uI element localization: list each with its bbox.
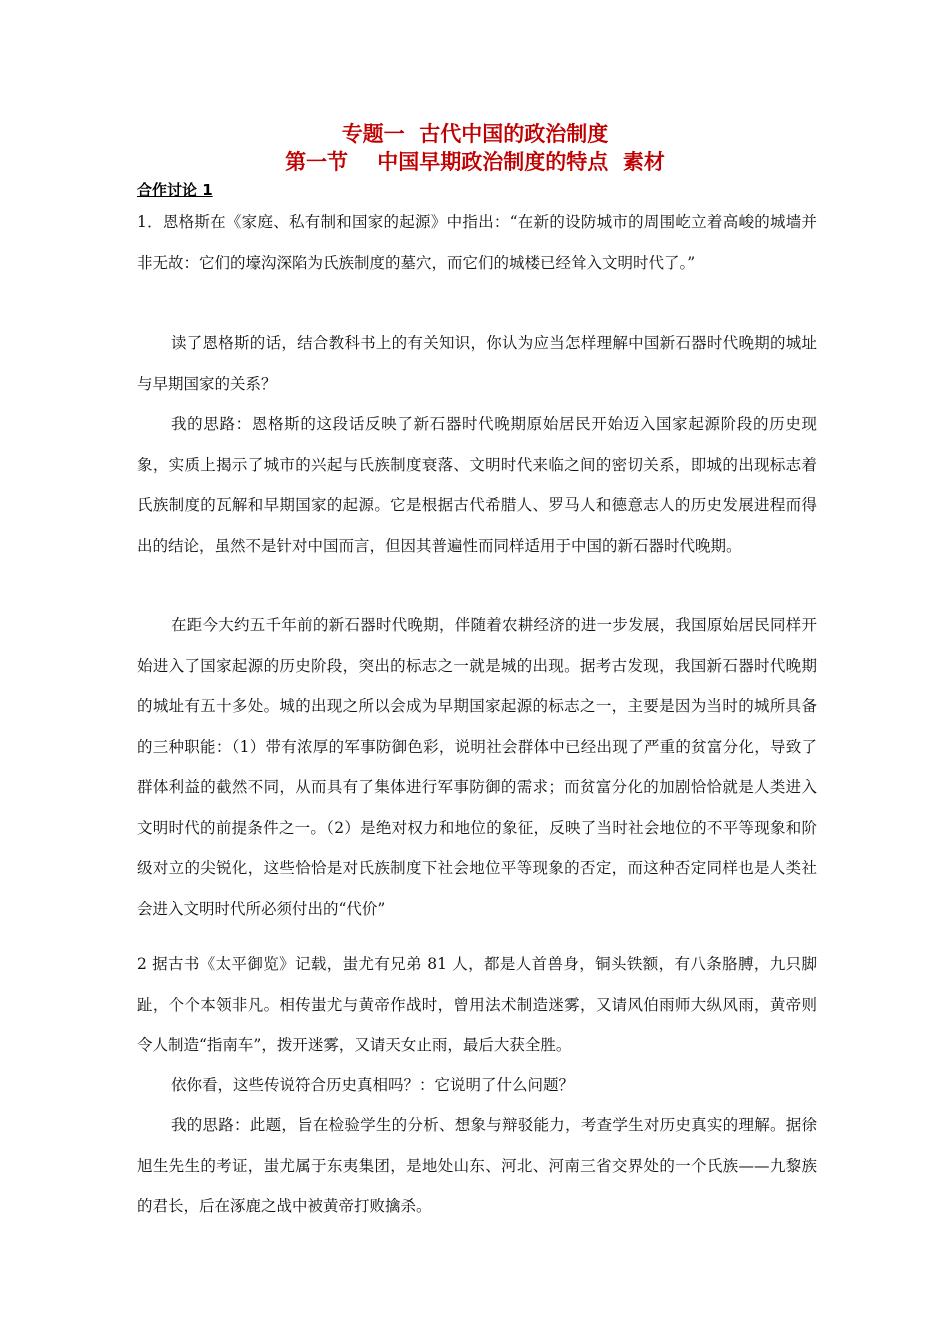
paragraph-prompt-2: 依你看，这些传说符合历史真相吗？：它说明了什么问题？ bbox=[171, 1076, 575, 1094]
paragraph-answer-1: 我的思路：恩格斯的这段话反映了新石器时代晚期原始居民开始迈入国家起源阶段的历史现象，实质上揭示了城市的兴起与氏族制度衰落、文明时代来临之间的密切关系，即城的出现标志着氏族制度的瓦解和早期国家的起源。它是根据古代希腊人、罗马人和德意志人的历史发展进程而得出的结论，虽然不是针对中国而言，但因其普遍性而同样适用于中国的新石器时代晚期。 bbox=[137, 415, 817, 555]
paragraph-question-1: 1．恩格斯在《家庭、私有制和国家的起源》中指出：“在新的设防城市的周围屹立着高峻的城墙并非无故：它们的壕沟深陷为氏族制度的墓穴，而它们的城楼已经耸入文明时代了。” bbox=[137, 213, 817, 272]
section-heading: 合作讨论 1 bbox=[137, 181, 213, 199]
document-subtitle: 第一节 中国早期政治制度的特点 素材 bbox=[285, 150, 665, 174]
paragraph-prompt-1: 读了恩格斯的话，结合教科书上的有关知识，你认为应当怎样理解中国新石器时代晚期的城址与早期国家的关系？ bbox=[137, 334, 817, 393]
paragraph-answer-2: 我的思路：此题，旨在检验学生的分析、想象与辩驳能力，考查学生对历史真实的理解。据徐旭生先生的考证，蚩尤属于东夷集团，是地处山东、河北、河南三省交界处的一个氏族——九黎族的君长，后在涿鹿之战中被黄帝打败擒杀。 bbox=[137, 1116, 817, 1215]
paragraph-answer-1-continued: 在距今大约五千年前的新石器时代晚期，伴随着农耕经济的进一步发展，我国原始居民同样开始进入了国家起源的历史阶段，突出的标志之一就是城的出现。据考古发现，我国新石器时代晚期的城址有五十多处。城的出现之所以会成为早期国家起源的标志之一，主要是因为当时的城所具备的三种职能：（1）带有浓厚的军事防御色彩，说明社会群体中已经出现了严重的贫富分化，导致了群体利益的截然不同，从而具有了集体进行军事防御的需求；而贫富分化的加剧恰恰就是人类进入文明时代的前提条件之一。（2）是绝对权力和地位的象征，反映了当时社会地位的不平等现象和阶级对立的尖锐化，这些恰恰是对氏族制度下社会地位平等现象的否定，而这种否定同样也是人类社会进入文明时代所必须付出的“代价” bbox=[137, 616, 817, 918]
paragraph-question-2: 2 据古书《太平御览》记载，蚩尤有兄弟 81 人，都是人首兽身，铜头铁额，有八条胳膊，九只脚趾，个个本领非凡。相传蚩尤与黄帝作战时，曾用法术制造迷雾，又请风伯雨师大纵风雨，黄帝则令人制造“指南车”，拨开迷雾，又请天女止雨，最后大获全胜。 bbox=[137, 955, 817, 1054]
document-title: 专题一 古代中国的政治制度 bbox=[341, 122, 609, 146]
